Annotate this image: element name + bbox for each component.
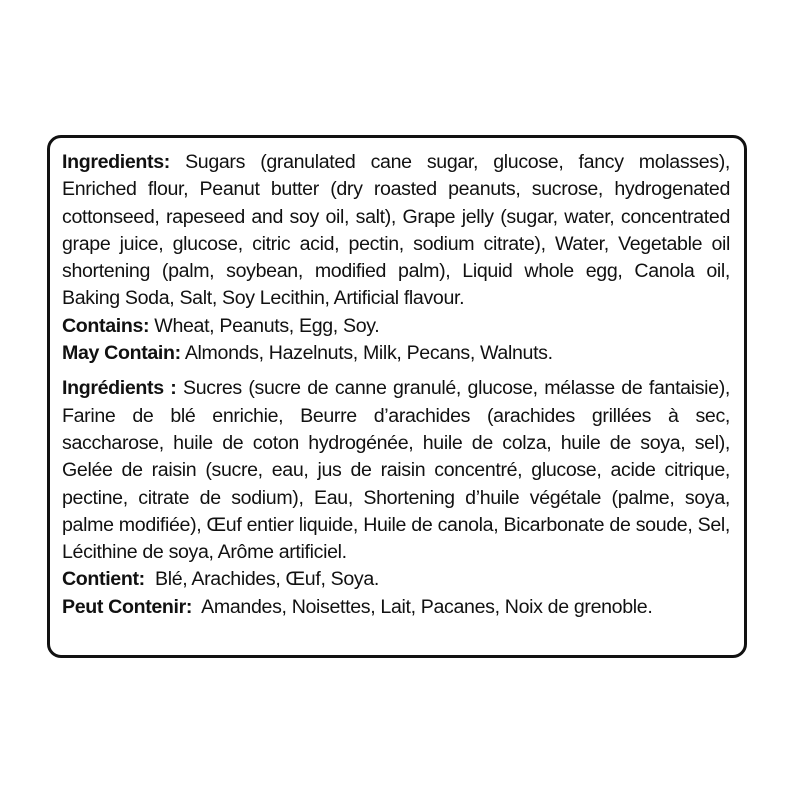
english-contains-line <box>62 313 730 340</box>
english-may-contain-heading: May Contain: <box>62 342 181 365</box>
english-ingredients-heading: Ingredients: <box>62 151 170 173</box>
french-contains-text: Blé, Arachides, Œuf, Soya. <box>144 568 379 591</box>
french-may-contain-line <box>62 594 730 621</box>
french-contains-heading: Contient: <box>62 568 145 591</box>
ingredients-label-box <box>47 135 747 658</box>
french-ingredients-heading: Ingrédients : <box>62 377 177 400</box>
english-may-contain-text: Almonds, Hazelnuts, Milk, Pecans, Walnuts. <box>180 342 553 365</box>
english-may-contain-line <box>62 340 730 367</box>
french-ingredients-text: Sucres (sucre de canne granulé, glucose, mélasse de fantaisie), Farine de blé enrichie, Beurre d’arachides (arachides grillées à sec, saccharose, huile de coton hydrogénée, huile de colza, huile de soya, sel), Gelée de raisin (sucre, eau, jus de raisin concentré, glucose, acide citrique, pectine, citrate de sodium), Eau, Shortening d’huile végétale (palme, soya, palme modifiée), Œuf entier liquide, Huile de canola, Bicarbonate de soude, Sel, Lécithine de soya, Arôme artificiel. <box>62 377 730 564</box>
english-ingredients-paragraph <box>62 149 730 313</box>
english-contains-heading: Contains: <box>62 314 150 337</box>
french-ingredients-paragraph <box>62 375 730 566</box>
french-contains-line <box>62 566 730 593</box>
english-ingredients-text: Sugars (granulated cane sugar, glucose, fancy molasses), Enriched flour, Peanut butter (dry roasted peanuts, sucrose, hydrogenated cottonseed, rapeseed and soy oil, salt), Grape jelly (sugar, water, concentrated grape juice, glucose, citric acid, pectin, sodium citrate), Water, Vegetable oil shortening (palm, soybean, modified palm), Liquid whole egg, Canola oil, Baking Soda, Salt, Soy Lecithin, Artificial flavour. <box>62 151 730 310</box>
french-may-contain-text: Amandes, Noisettes, Lait, Pacanes, Noix de grenoble. <box>192 595 653 618</box>
french-may-contain-heading: Peut Contenir: <box>62 595 193 618</box>
english-contains-text: Wheat, Peanuts, Egg, Soy. <box>149 314 380 337</box>
